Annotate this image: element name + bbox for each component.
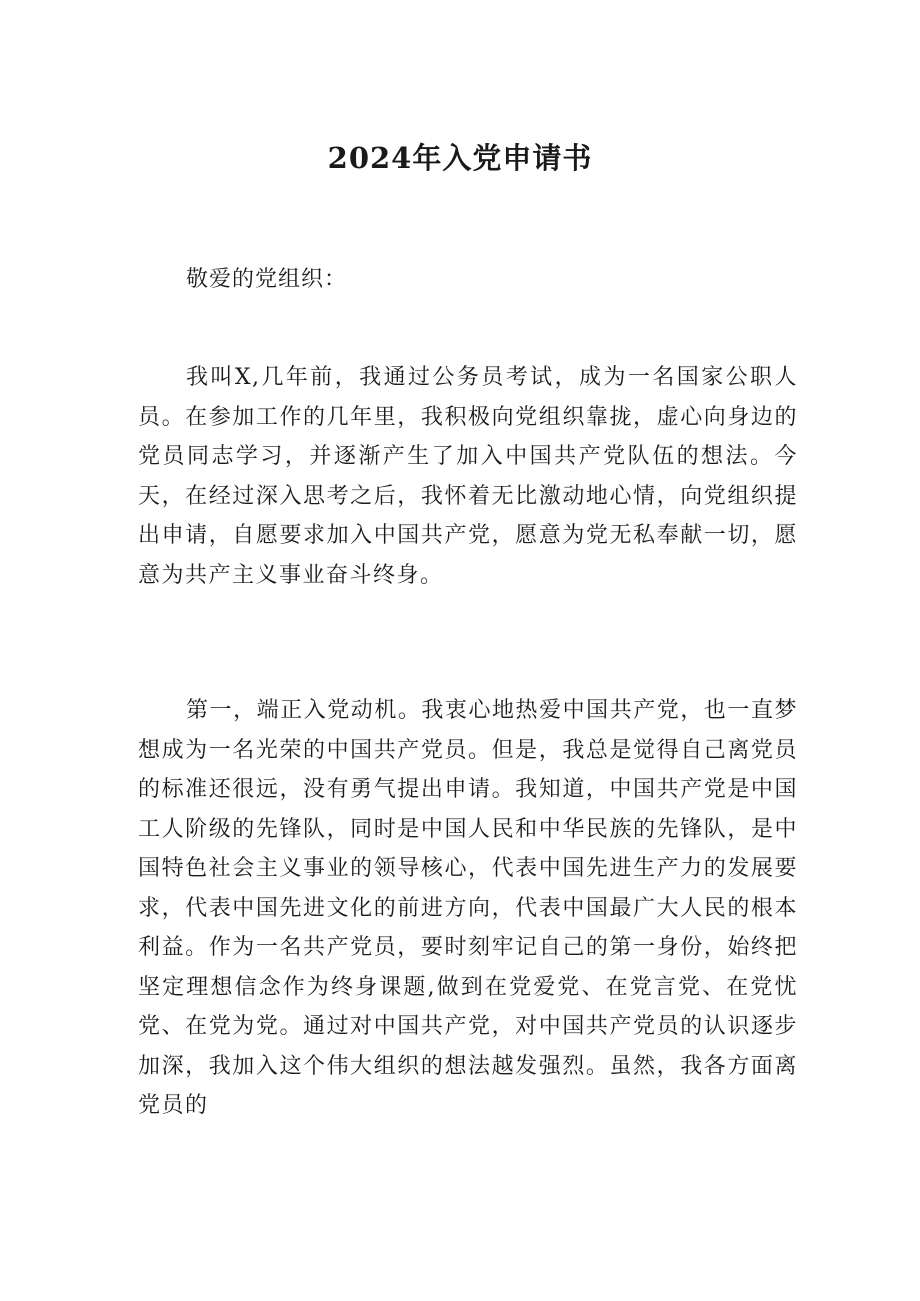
paragraph-1: 我叫X,几年前，我通过公务员考试，成为一名国家公职人员。在参加工作的几年里，我积极向党组织靠拢，虚心向身边的党员同志学习，并逐渐产生了加入中国共产党队伍的想法。今天，在经过深入思考之后，我怀着无比激动地心情，向党组织提出申请，自愿要求加入中国共产党，愿意为党无私奉献一切，愿意为共产主义事业奋斗终身。 <box>138 365 798 588</box>
paragraph-2: 第一，端正入党动机。我衷心地热爱中国共产党，也一直梦想成为一名光荣的中国共产党员。但是，我总是觉得自己离党员的标准还很远，没有勇气提出申请。我知道，中国共产党是中国工人阶级的先锋队，同时是中国人民和中华民族的先锋队，是中国特色社会主义事业的领导核心，代表中国先进生产力的发展要求，代表中国先进文化的前进方向，代表中国最广大人民的根本利益。作为一名共产党员，要时刻牢记自己的第一身份，始终把坚定理想信念作为终身课题,做到在党爱党、在党言党、在党忧党、在党为党。通过对中国共产党，对中国共产党员的认识逐步加深，我加入这个伟大组织的想法越发强烈。虽然，我各方面离党员的 <box>138 698 798 1118</box>
salutation: 敬爱的党组织： <box>186 267 348 292</box>
document-title: 2024年入党申请书 <box>327 141 593 175</box>
